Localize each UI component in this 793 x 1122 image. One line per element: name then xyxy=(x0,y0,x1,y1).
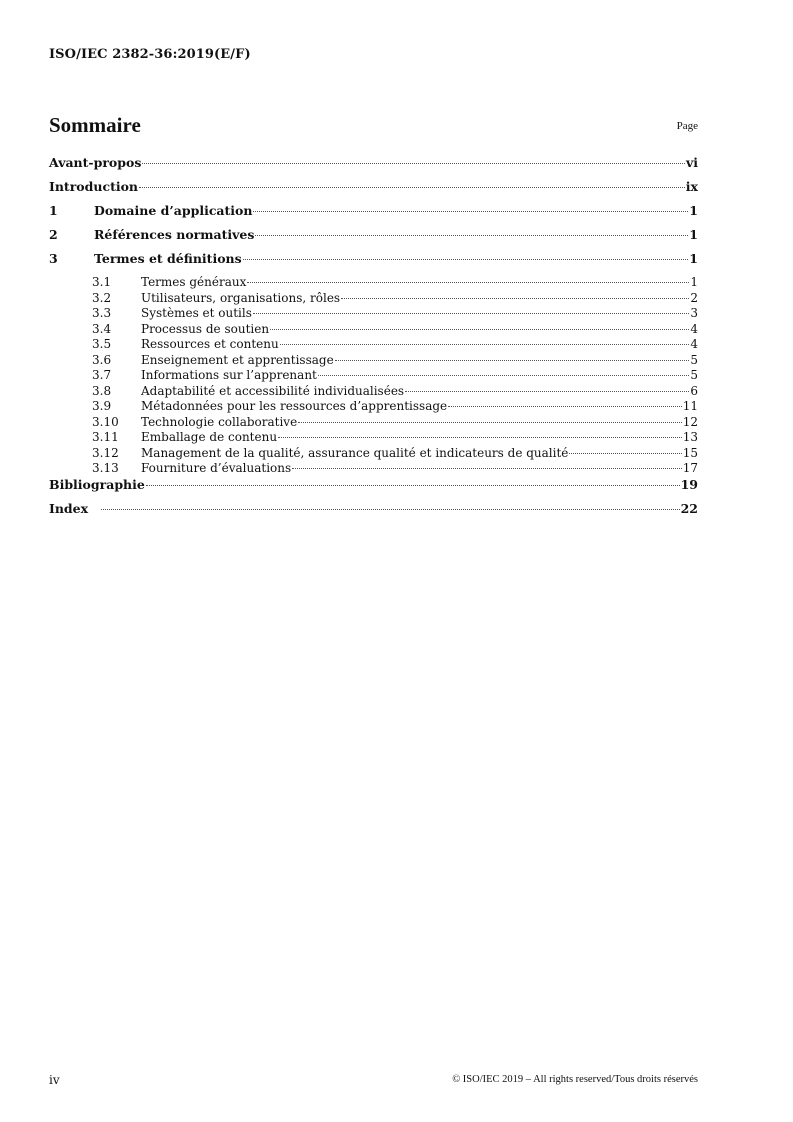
toc-entry-number: 3.4 xyxy=(92,321,112,336)
toc-entry-label: Domaine d’application xyxy=(94,203,253,218)
dot-leader xyxy=(253,211,688,212)
toc-entry-page: 5 xyxy=(690,368,698,382)
toc-entry-page: 19 xyxy=(680,476,698,492)
toc-entry-page: 12 xyxy=(682,414,698,429)
toc-entry[interactable] xyxy=(49,155,698,179)
toc-entry-label: Management de la qualité, assurance qualité et indicateurs de qualité xyxy=(141,445,569,460)
toc-entry-page: 6 xyxy=(690,383,698,398)
table-of-contents xyxy=(49,155,698,525)
toc-entry[interactable] xyxy=(49,501,698,525)
toc-entry-number: 3.13 xyxy=(92,461,119,475)
toc-entry-number: 3.1 xyxy=(92,275,112,289)
toc-entry-label: Termes généraux xyxy=(141,275,247,289)
toc-subentry[interactable] xyxy=(49,322,698,338)
toc-entry[interactable] xyxy=(49,203,698,227)
toc-entry-page: 4 xyxy=(690,321,698,336)
toc-entry-label: Utilisateurs, organisations, rôles xyxy=(141,290,341,305)
toc-entry-number: 3.2 xyxy=(92,290,112,305)
toc-entry-page: vi xyxy=(685,155,698,170)
toc-entry-page: 3 xyxy=(690,306,698,320)
toc-entry-number: 1 xyxy=(49,203,58,218)
toc-subentry[interactable] xyxy=(49,291,698,307)
toc-subentry[interactable] xyxy=(49,353,698,369)
toc-entry-label: Avant-propos xyxy=(49,155,142,170)
dot-leader xyxy=(318,375,689,376)
dot-leader xyxy=(255,235,688,236)
toc-subentry[interactable] xyxy=(49,430,698,446)
toc-subentry[interactable] xyxy=(49,368,698,384)
toc-subentry[interactable] xyxy=(49,461,698,477)
toc-entry-label: Introduction xyxy=(49,179,139,194)
toc-entry-number: 2 xyxy=(49,227,58,242)
dot-leader xyxy=(247,282,689,283)
toc-entry-number: 3 xyxy=(49,251,58,266)
toc-entry-label: Termes et définitions xyxy=(94,251,242,266)
dot-leader xyxy=(341,298,689,299)
toc-entry-page: 5 xyxy=(690,352,698,367)
toc-subentry[interactable] xyxy=(49,306,698,322)
dot-leader xyxy=(253,313,689,314)
toc-entry-page: ix xyxy=(685,179,698,194)
toc-entry-page: 13 xyxy=(682,430,698,444)
toc-entry-page: 17 xyxy=(682,461,698,475)
toc-entry-page: 1 xyxy=(689,251,698,266)
toc-entry-label: Bibliographie xyxy=(49,476,145,492)
page-number: iv xyxy=(49,1073,60,1087)
toc-entry-number: 3.11 xyxy=(92,430,119,444)
toc-entry-label: Enseignement et apprentissage xyxy=(141,352,334,367)
dot-leader xyxy=(448,406,682,407)
toc-entry-number: 3.8 xyxy=(92,383,112,398)
document-reference: ISO/IEC 2382-36:2019(E/F) xyxy=(49,47,251,62)
toc-subentry[interactable] xyxy=(49,275,698,291)
toc-entry[interactable] xyxy=(49,251,698,275)
toc-entry-label: Technologie collaborative xyxy=(141,414,298,429)
dot-leader xyxy=(278,437,682,438)
toc-entry-label: Informations sur l’apprenant xyxy=(141,368,317,382)
toc-entry-label: Ressources et contenu xyxy=(141,337,279,351)
dot-leader xyxy=(292,468,682,469)
toc-entry-page: 15 xyxy=(682,445,698,460)
copyright-notice: © ISO/IEC 2019 – All rights reserved/Tous droits réservés xyxy=(452,1074,698,1085)
toc-subentry[interactable] xyxy=(49,384,698,400)
toc-entry-number: 3.6 xyxy=(92,352,112,367)
toc-entry-number: 3.5 xyxy=(92,337,112,351)
toc-entry[interactable] xyxy=(49,179,698,203)
toc-subentry[interactable] xyxy=(49,337,698,353)
toc-entry-number: 3.12 xyxy=(92,445,119,460)
toc-entry-label: Références normatives xyxy=(94,227,255,242)
toc-entry-page: 1 xyxy=(689,203,698,218)
toc-entry-label: Processus de soutien xyxy=(141,321,270,336)
toc-entry[interactable] xyxy=(49,227,698,251)
toc-entry-page: 2 xyxy=(690,290,698,305)
dot-leader xyxy=(569,453,681,454)
dot-leader xyxy=(142,163,685,164)
toc-title: Sommaire xyxy=(49,113,141,137)
dot-leader xyxy=(243,259,689,260)
toc-entry-label: Métadonnées pour les ressources d’apprentissage xyxy=(141,399,448,413)
dot-leader xyxy=(335,360,690,361)
toc-subentry[interactable] xyxy=(49,415,698,431)
page-column-label: Page xyxy=(676,120,698,132)
toc-entry-label: Index xyxy=(49,500,89,516)
dot-leader xyxy=(298,422,682,423)
toc-entry-label: Fourniture d’évaluations xyxy=(141,461,292,475)
toc-entry-page: 4 xyxy=(690,337,698,351)
toc-entry[interactable] xyxy=(49,477,698,501)
dot-leader xyxy=(101,509,680,510)
toc-entry-number: 3.10 xyxy=(92,414,119,429)
toc-subentry[interactable] xyxy=(49,446,698,462)
toc-entry-page: 1 xyxy=(690,275,698,289)
toc-entry-number: 3.7 xyxy=(92,368,112,382)
dot-leader xyxy=(280,344,690,345)
toc-entry-page: 22 xyxy=(680,500,698,516)
toc-entry-page: 11 xyxy=(682,399,698,413)
toc-entry-label: Adaptabilité et accessibilité individualisées xyxy=(141,383,405,398)
toc-entry-label: Systèmes et outils xyxy=(141,306,252,320)
dot-leader xyxy=(270,329,689,330)
toc-entry-number: 3.9 xyxy=(92,399,112,413)
toc-entry-page: 1 xyxy=(689,227,698,242)
dot-leader xyxy=(146,485,680,486)
dot-leader xyxy=(139,187,685,188)
dot-leader xyxy=(405,391,689,392)
toc-subentry[interactable] xyxy=(49,399,698,415)
toc-entry-number: 3.3 xyxy=(92,306,112,320)
toc-entry-label: Emballage de contenu xyxy=(141,430,278,444)
